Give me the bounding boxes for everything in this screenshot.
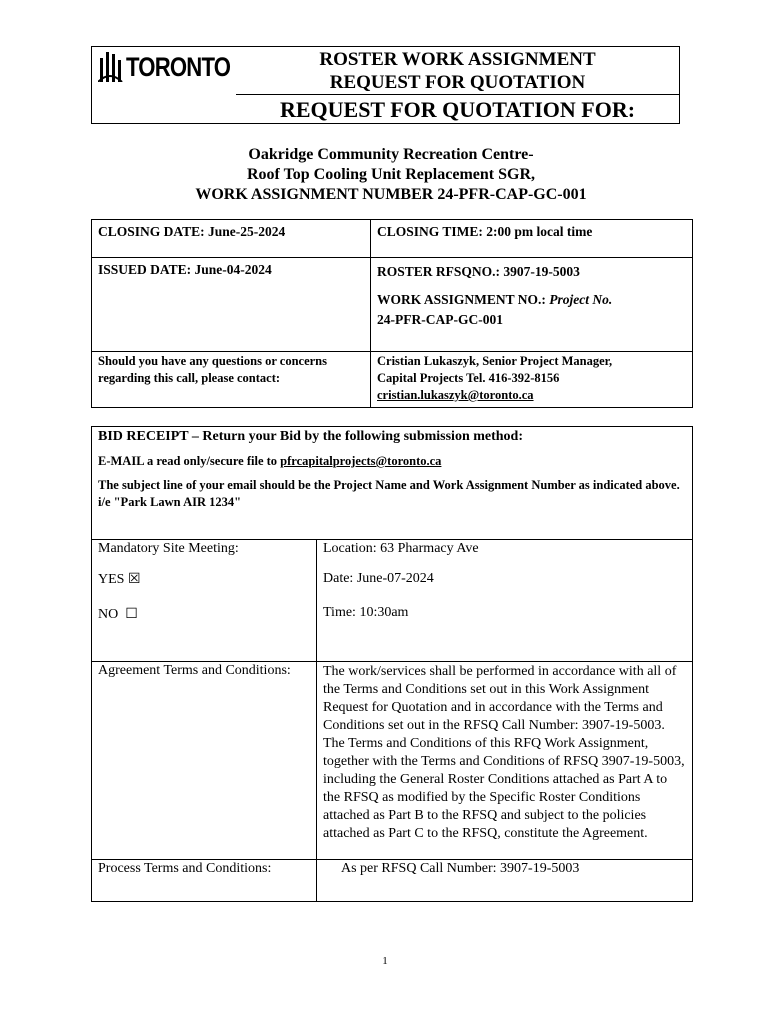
no-option [98, 606, 310, 623]
no-label: NO [98, 607, 119, 622]
agreement-text: The work/services shall be performed in accordance with all of the Terms and Conditions set out in this Work Assignment Request for Quotation and in accordance with the Terms and Conditions set out in the RFSQ Call Number: 3907-19-5003. The Terms and Conditions of this RFQ Work Assignment, together with the Terms and Conditions of RFSQ 3907-19-5003, including the General Roster Conditions attached as Part A to the RFSQ as modified by the Specific Roster Conditions attached as Part B to the RFSQ and subject to the policies attached as Part C to the RFSQ, constitute the Agreement. [317, 662, 693, 860]
email-line [98, 454, 686, 469]
roster-cell [371, 258, 693, 352]
closing-date: CLOSING DATE: June-25-2024 [92, 220, 371, 258]
closing-time: CLOSING TIME: 2:00 pm local time [371, 220, 693, 258]
process-label: Process Terms and Conditions: [92, 860, 317, 902]
meeting-date: Date: June-07-2024 [323, 571, 434, 586]
contact-cell [371, 352, 693, 408]
page-number: 1 [382, 955, 388, 967]
contact-line2: Capital Projects Tel. 416-392-8156 [377, 371, 560, 385]
agreement-label: Agreement Terms and Conditions: [92, 662, 317, 860]
info-table [91, 219, 693, 408]
questions-text: Should you have any questions or concerns regarding this call, please contact: [92, 352, 371, 408]
bid-table [91, 426, 693, 902]
project-title-line1: Oakridge Community Recreation Centre- [248, 146, 534, 163]
header-title-line3: REQUEST FOR QUOTATION FOR: [279, 97, 636, 122]
wa-number: 24-PFR-CAP-GC-001 [377, 312, 503, 327]
contact-email-link[interactable]: cristian.lukaszyk@toronto.ca [377, 388, 534, 402]
subject-note: The subject line of your email should be the Project Name and Work Assignment Number as indicated above. i/e "Park Lawn AIR 1234" [98, 478, 680, 509]
bid-heading: BID RECEIPT – Return your Bid by the following submission method: [98, 429, 524, 444]
meeting-location: Location: 63 Pharmacy Ave [323, 541, 479, 556]
meeting-time: Time: 10:30am [323, 605, 409, 620]
project-title-line2: Roof Top Cooling Unit Replacement SGR, [246, 166, 536, 183]
no-checkbox-icon[interactable]: ☐ [125, 607, 138, 622]
issued-date: ISSUED DATE: June-04-2024 [92, 258, 371, 352]
header-divider [236, 94, 679, 95]
logo-wordmark: TORONTO [126, 52, 231, 82]
contact-line1: Cristian Lukaszyk, Senior Project Manager, [377, 354, 613, 368]
yes-label: YES [98, 572, 125, 587]
wa-label: WORK ASSIGNMENT NO.: [377, 292, 550, 307]
bid-receipt-cell [92, 427, 693, 540]
work-assignment-no [377, 290, 686, 310]
yes-checkbox-icon[interactable]: ☒ [127, 572, 141, 587]
site-meeting-cell [92, 540, 317, 662]
email-prefix: E-MAIL a read only/secure file to [98, 454, 281, 468]
meeting-details-cell [317, 540, 693, 662]
process-text: As per RFSQ Call Number: 3907-19-5003 [317, 860, 693, 902]
header-title-line2: REQUEST FOR QUOTATION [329, 72, 586, 93]
wa-project: Project No. [549, 292, 613, 307]
yes-option [98, 571, 310, 588]
site-meeting-label: Mandatory Site Meeting: [98, 541, 239, 556]
roster-rfsq: ROSTER RFSQNO.: 3907-19-5003 [377, 264, 580, 279]
header-title-line1: ROSTER WORK ASSIGNMENT [319, 49, 596, 70]
bid-email-link[interactable]: pfrcapitalprojects@toronto.ca [280, 454, 442, 468]
project-title-line3: WORK ASSIGNMENT NUMBER 24-PFR-CAP-GC-001 [195, 186, 587, 203]
